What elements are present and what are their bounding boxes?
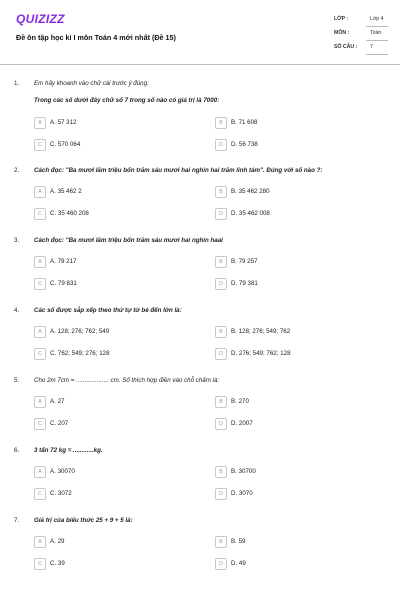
option-letter-box: B: [215, 466, 227, 478]
page-title: Đề ôn tập học kì I môn Toán 4 mới nhất (Đề 15): [16, 33, 176, 42]
meta-key: SỐ CÂU :: [334, 44, 358, 50]
option-letter-box: D: [215, 208, 227, 220]
option-letter-box: B: [215, 117, 227, 129]
meta-value: Toán: [370, 30, 382, 36]
option-text: B. 59: [231, 538, 246, 545]
meta-underline: [366, 26, 388, 27]
meta-row-subject: [334, 30, 388, 44]
option-letter-box: A: [34, 466, 46, 478]
question-text: Các số được sắp xếp theo thứ tự từ bé đến lớn là:: [34, 307, 182, 314]
question-number: 5.: [14, 377, 20, 384]
option-text: D. 2007: [231, 420, 253, 427]
option-text: B. 270: [231, 398, 249, 405]
meta-key: MÔN :: [334, 30, 350, 36]
option-text: C. 762; 549; 276; 128: [50, 350, 110, 357]
option-text: C. 207: [50, 420, 69, 427]
option-letter-box: C: [34, 139, 46, 151]
option-text: C. 3072: [50, 490, 72, 497]
option-letter-box: C: [34, 488, 46, 500]
question-number: 4.: [14, 307, 20, 314]
option-letter-box: A: [34, 536, 46, 548]
option-text: A. 57 312: [50, 119, 77, 126]
option-letter-box: D: [215, 139, 227, 151]
meta-underline: [366, 54, 388, 55]
option-text: C. 39: [50, 560, 65, 567]
meta-panel: [334, 16, 388, 58]
option-letter-box: B: [215, 256, 227, 268]
option-text: A. 30070: [50, 468, 75, 475]
option-letter-box: D: [215, 348, 227, 360]
option-text: A. 35 462 2: [50, 188, 82, 195]
question-number: 2.: [14, 167, 20, 174]
option-text: B. 35 462 280: [231, 188, 270, 195]
header-divider: [0, 64, 400, 65]
quizizz-logo: QUIZIZZ: [16, 12, 65, 26]
option-text: D. 3070: [231, 490, 253, 497]
meta-value: Lớp 4: [370, 16, 384, 22]
meta-underline: [366, 40, 388, 41]
option-text: C. 35 460 208: [50, 210, 89, 217]
meta-row-count: [334, 44, 388, 58]
option-text: B. 71 608: [231, 119, 258, 126]
option-letter-box: D: [215, 418, 227, 430]
question-text: Cách đọc: "Ba mươi lăm triệu bốn trăm sáu mươi hai nghìn hai trăm linh tám". Đúng với số nào ?:: [34, 167, 323, 174]
option-letter-box: A: [34, 186, 46, 198]
option-text: D. 79 381: [231, 280, 258, 287]
option-text: B. 128; 276; 549; 762: [231, 328, 291, 335]
option-text: C. 79 831: [50, 280, 77, 287]
option-text: D. 35 462 008: [231, 210, 270, 217]
meta-row-class: [334, 16, 388, 30]
option-letter-box: D: [215, 558, 227, 570]
meta-value: 7: [370, 44, 373, 50]
option-text: A. 29: [50, 538, 65, 545]
option-text: C. 570 064: [50, 141, 81, 148]
question-number: 3.: [14, 237, 20, 244]
question-number: 6.: [14, 447, 20, 454]
option-letter-box: B: [215, 396, 227, 408]
option-letter-box: C: [34, 208, 46, 220]
option-letter-box: A: [34, 326, 46, 338]
question-text: 3 tấn 72 kg = ............kg.: [34, 447, 103, 454]
option-letter-box: A: [34, 117, 46, 129]
option-letter-box: C: [34, 348, 46, 360]
question-number: 7.: [14, 517, 20, 524]
option-letter-box: B: [215, 536, 227, 548]
meta-key: LỚP :: [334, 16, 349, 22]
question-number: 1.: [14, 80, 20, 87]
option-text: B. 30700: [231, 468, 256, 475]
option-letter-box: A: [34, 256, 46, 268]
option-letter-box: C: [34, 278, 46, 290]
option-text: A. 128; 276; 762; 549: [50, 328, 110, 335]
question-instruction: Em hãy khoanh vào chữ cái trước ý đúng:: [34, 80, 149, 87]
question-text: Cách đọc: "Ba mươi lăm triệu bốn trăm sáu mươi hai nghìn haai: [34, 237, 223, 244]
question-text: Giá trị của biểu thức 25 + 9 + 5 là:: [34, 517, 133, 524]
option-letter-box: D: [215, 278, 227, 290]
question-text: Trong các số dưới đây chữ số 7 trong số nào có giá trị là 7000:: [34, 97, 220, 104]
option-letter-box: D: [215, 488, 227, 500]
option-letter-box: B: [215, 186, 227, 198]
option-letter-box: C: [34, 558, 46, 570]
option-text: D. 56 738: [231, 141, 258, 148]
option-letter-box: A: [34, 396, 46, 408]
option-text: D. 49: [231, 560, 246, 567]
option-text: A. 27: [50, 398, 65, 405]
option-text: D. 276; 549; 762; 128: [231, 350, 291, 357]
option-text: A. 79 217: [50, 258, 77, 265]
option-letter-box: C: [34, 418, 46, 430]
option-letter-box: B: [215, 326, 227, 338]
option-text: B. 79 257: [231, 258, 258, 265]
question-text: Cho 2m 7cm = ................... cm. Số thích hợp điền vào chỗ chấm là:: [34, 377, 220, 384]
